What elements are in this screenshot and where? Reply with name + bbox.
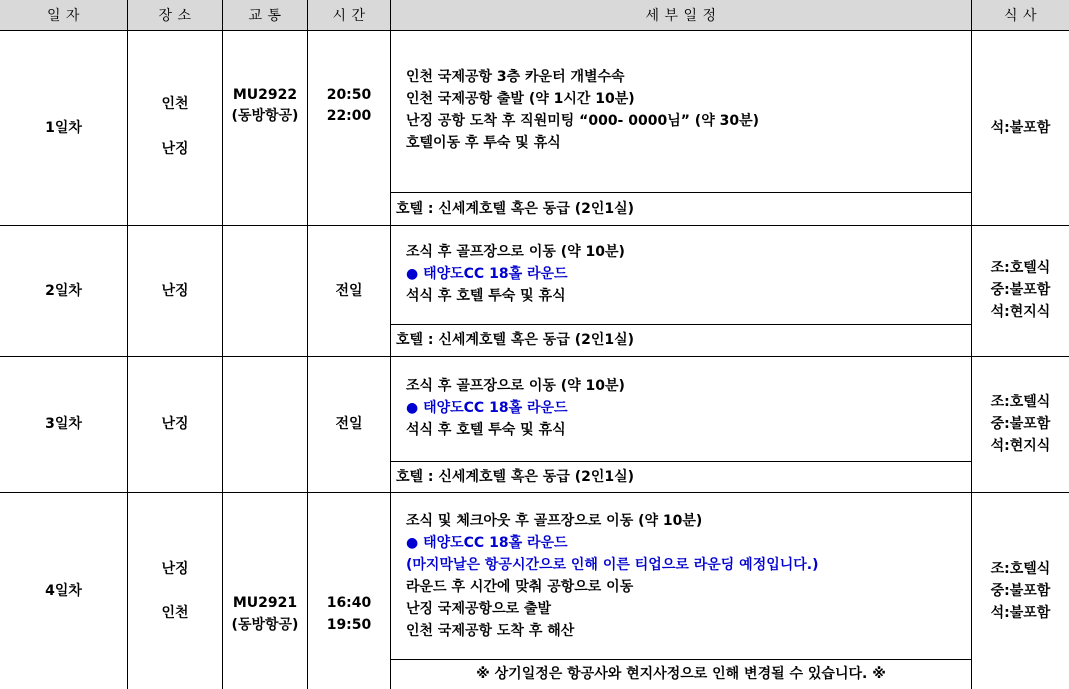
arrival-time: 22:00 <box>326 108 372 124</box>
day-label: 1일차 <box>45 120 82 136</box>
meal-item: 조:호텔식 <box>990 394 1051 410</box>
meal-info <box>972 117 1069 139</box>
hotel-info: 호텔 : 신세계호텔 혹은 동급 (2인1실) <box>396 332 635 348</box>
grid-line <box>390 31 391 689</box>
round-item: ● 태양도CC 18홀 라운드 <box>406 266 568 282</box>
meal-item: 조:호텔식 <box>990 561 1051 577</box>
arrival-time: 19:50 <box>326 617 372 633</box>
schedule-item: 라운드 후 시간에 맞춰 공항으로 이동 <box>406 579 634 595</box>
day-label: 3일차 <box>45 416 82 432</box>
schedule-item: 호텔이동 후 투숙 및 휴식 <box>406 135 561 151</box>
airline-name: (동방항공) <box>231 108 299 124</box>
hotel-info: 호텔 : 신세계호텔 혹은 동급 (2인1실) <box>396 469 635 485</box>
departure-time: 16:40 <box>326 595 372 611</box>
schedule-item: 조식 후 골프장으로 이동 (약 10분) <box>406 378 625 394</box>
round-item: ● 태양도CC 18홀 라운드 <box>406 535 568 551</box>
time-label: 전일 <box>335 416 363 432</box>
header-day: 일 자 <box>0 0 128 31</box>
meal-info <box>972 257 1069 323</box>
day-label: 4일차 <box>45 583 82 599</box>
place-label: 난징 <box>161 141 189 157</box>
schedule-item: 인천 국제공항 출발 (약 1시간 10분) <box>406 91 635 107</box>
header-meal: 식 사 <box>972 0 1069 31</box>
schedule-item: 난징 국제공항으로 출발 <box>406 601 551 617</box>
place-label: 난징 <box>161 561 189 577</box>
place-label: 인천 <box>161 605 189 621</box>
departure-time: 20:50 <box>326 87 372 103</box>
meal-item: 조:호텔식 <box>990 260 1051 276</box>
hotel-separator <box>391 192 971 193</box>
schedule-item: 석식 후 호텔 투숙 및 휴식 <box>406 422 566 438</box>
grid-line <box>222 31 223 689</box>
hotel-separator <box>391 461 971 462</box>
row-separator <box>0 225 1069 226</box>
meal-info <box>972 391 1069 457</box>
meal-info <box>972 558 1069 624</box>
notice-separator <box>391 659 971 660</box>
header-details: 세 부 일 정 <box>391 0 972 31</box>
round-note: (마지막날은 항공시간으로 인해 이른 티업으로 라운딩 예정입니다.) <box>406 557 819 573</box>
meal-item: 석:불포함 <box>990 120 1051 136</box>
header-transport: 교 통 <box>223 0 308 31</box>
grid-line <box>127 31 128 689</box>
round-item: ● 태양도CC 18홀 라운드 <box>406 400 568 416</box>
flight-number: MU2922 <box>232 87 298 103</box>
schedule-item: 난징 공항 도착 후 직원미팅 “000- 0000님” (약 30분) <box>406 113 760 129</box>
schedule-item: 석식 후 호텔 투숙 및 휴식 <box>406 288 566 304</box>
place-label: 난징 <box>161 283 189 299</box>
meal-item: 중:불포함 <box>990 416 1051 432</box>
schedule-item: 조식 후 골프장으로 이동 (약 10분) <box>406 244 625 260</box>
change-notice: ※ 상기일정은 항공사와 현지사정으로 인해 변경될 수 있습니다. ※ <box>476 666 886 682</box>
grid-line <box>307 31 308 689</box>
meal-item: 석:현지식 <box>990 304 1051 320</box>
hotel-info: 호텔 : 신세계호텔 혹은 동급 (2인1실) <box>396 201 635 217</box>
row-separator <box>0 356 1069 357</box>
row-separator <box>0 492 1069 493</box>
meal-item: 중:불포함 <box>990 282 1051 298</box>
meal-item: 중:불포함 <box>990 583 1051 599</box>
meal-item: 석:불포함 <box>990 605 1051 621</box>
place-label: 난징 <box>161 416 189 432</box>
flight-number: MU2921 <box>232 595 298 611</box>
place-label: 인천 <box>161 96 189 112</box>
airline-name: (동방항공) <box>231 617 299 633</box>
header-time: 시 간 <box>308 0 391 31</box>
meal-item: 석:현지식 <box>990 438 1051 454</box>
header-place: 장 소 <box>128 0 223 31</box>
day-label: 2일차 <box>45 283 82 299</box>
schedule-item: 인천 국제공항 3층 카운터 개별수속 <box>406 69 625 85</box>
hotel-separator <box>391 324 971 325</box>
time-label: 전일 <box>335 283 363 299</box>
schedule-item: 조식 및 체크아웃 후 골프장으로 이동 (약 10분) <box>406 513 703 529</box>
schedule-item: 인천 국제공항 도착 후 해산 <box>406 623 575 639</box>
